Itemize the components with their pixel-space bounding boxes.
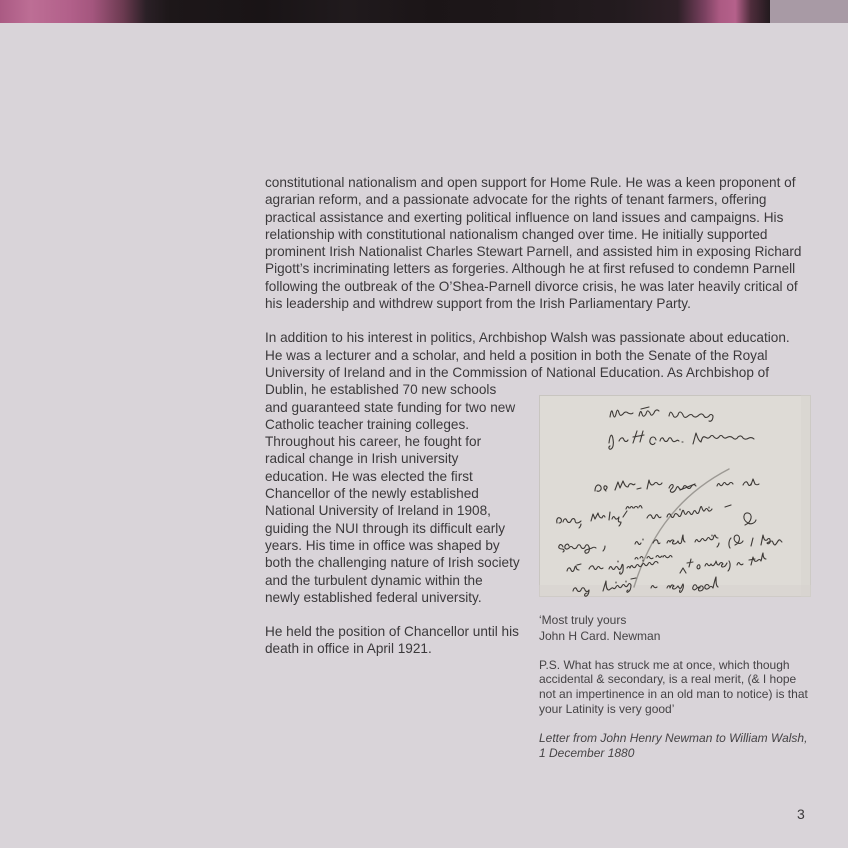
letter-figure: [521, 395, 811, 760]
paragraph: He held the position of Chancellor until his death in office in April 1921.: [265, 624, 519, 657]
header-photo-strip: [0, 0, 770, 23]
figure-caption-postscript: P.S. What has struck me at once, which though accidental & secondary, is a real merit, (& I hope not an impertinence in an old man to notice) is that your Latinity is very good’: [539, 657, 808, 716]
float-spacer: [810, 329, 811, 395]
paragraph-text: In addition to his interest in politics, Archbishop Walsh was passionate about education. He was a lecturer and a scholar, and held a position in both the Senate of the Royal University of Ireland and in the: [265, 330, 790, 380]
figure-caption-quote: [539, 613, 811, 643]
handwritten-letter-image: [539, 395, 811, 597]
caption-quote-line: John H Card. Newman: [539, 628, 661, 643]
header-corner-block: [770, 0, 848, 23]
page-number: 3: [797, 806, 805, 822]
figure-caption-source: Letter from John Henry Newman to William Walsh, 1 December 1880: [539, 731, 808, 760]
article-text: [265, 174, 811, 760]
caption-quote-line: ‘Most truly yours: [539, 613, 627, 628]
paragraph-text: Commission of National Education. As Archbishop of Dublin, he established 70 new schools and guaranteed state funding for two new Catholic teacher training colleges. Throughout his career, he fought for radical change in Irish university education. He was elected the first Chancellor of the newly established National University of Ireland in 1908, guiding the NUI through its difficult early years. His time in office was shaped by both the challenging nature of Irish society and the turbulent dynamic within the newly established federal university.: [265, 364, 770, 605]
paragraph: constitutional nationalism and open support for Home Rule. He was a keen proponent of agrarian reform, and a passionate advocate for the rights of tenant farmers, offering practical assistance and exerting political influence on land issues and campaigns. His relationship with constitutional nationalism changed over time. He initially supported prominent Irish Nationalist Charles Stewart Parnell, and assisted him in exposing Richard Pigott’s incriminating letters as forgeries. Although he at first refused to condemn Parnell following the outbreak of the O’Shea-Parnell divorce crisis, he was later heavily critical of his leadership and withdrew support from the Irish Parliamentary Party.: [265, 175, 802, 312]
